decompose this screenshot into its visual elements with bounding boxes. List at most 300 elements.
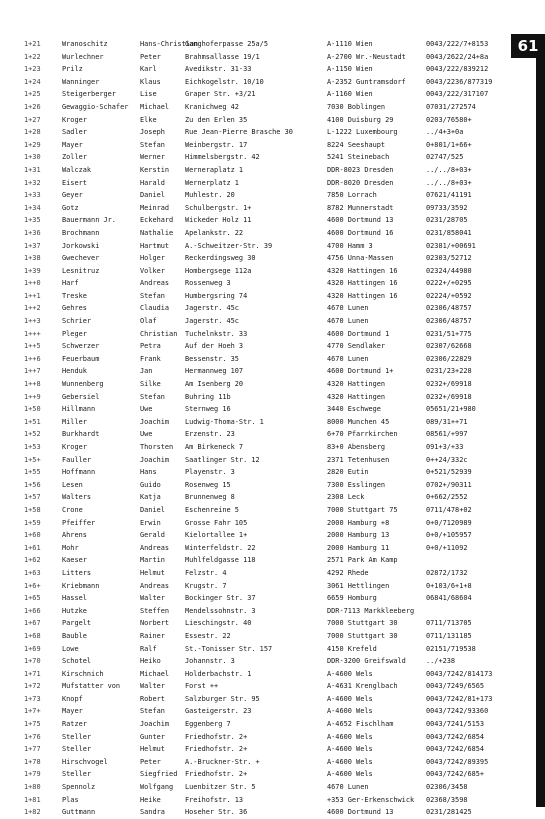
entry-number: 1+56	[24, 480, 41, 489]
street: Tuchelnkstr. 33	[185, 329, 248, 338]
street: Avedikstr. 31-33	[185, 65, 252, 74]
first-name: Joachim	[140, 720, 170, 729]
last-name: Pargelt	[62, 619, 92, 628]
page-number-tab: 61	[511, 34, 545, 58]
last-name: Crone	[62, 505, 83, 514]
entry-number: 1+36	[24, 228, 41, 237]
city: DDR-7113 Markkleeberg	[327, 606, 415, 615]
last-name: Litters	[62, 568, 92, 577]
first-name: Andreas	[140, 279, 170, 288]
entry-number: 1++9	[24, 392, 41, 401]
entry-number: 1+7+	[24, 707, 41, 716]
first-name: Nathalie	[140, 228, 174, 237]
list-item	[0, 617, 536, 630]
first-name: Lise	[140, 90, 157, 99]
street: Lieschingstr. 40	[185, 619, 252, 628]
city: A-1150 Wien	[327, 65, 373, 74]
last-name: Gewaggio-Schafer	[62, 102, 129, 111]
street: Eschenreine 5	[185, 505, 239, 514]
city: 7300 Esslingen	[327, 480, 386, 489]
first-name: Stefan	[140, 140, 165, 149]
list-item	[0, 114, 536, 127]
entry-number: 1+++	[24, 329, 41, 338]
last-name: Lowe	[62, 644, 79, 653]
street: Eichkogelstr. 10/10	[185, 77, 264, 86]
street: Erzenstr. 23	[185, 430, 235, 439]
phone: 0711/713705	[426, 619, 472, 628]
entry-number: 1++7	[24, 367, 41, 376]
phone: 0043/7242/89395	[426, 757, 489, 766]
city: A-4600 Wels	[327, 694, 373, 703]
entry-number: 1+52	[24, 430, 41, 439]
city: 7000 Stuttgart 30	[327, 619, 398, 628]
last-name: Miller	[62, 417, 87, 426]
city: A-2352 Guntramsdorf	[327, 77, 406, 86]
city: A-4652 Fischlham	[327, 720, 394, 729]
first-name: Michael	[140, 102, 170, 111]
list-item	[0, 315, 536, 328]
list-item	[0, 353, 536, 366]
phone: ../../8+03+	[426, 178, 472, 187]
first-name: Norbert	[140, 619, 170, 628]
city: 7000 Stuttgart 30	[327, 631, 398, 640]
street: Saatlinger Str. 12	[185, 455, 260, 464]
phone: 0043/222/7+8153	[426, 40, 489, 48]
last-name: Wanninger	[62, 77, 100, 86]
city: 4600 Dortmund 13	[327, 808, 394, 817]
first-name: Claudia	[140, 304, 170, 313]
street: A.-Schweitzer-Str. 39	[185, 241, 273, 250]
street: Friedhofstr. 2+	[185, 732, 248, 741]
city: A-4600 Wels	[327, 707, 373, 716]
entry-number: 1+23	[24, 65, 41, 74]
first-name: Siegfried	[140, 770, 178, 779]
list-item	[0, 554, 536, 567]
first-name: Werner	[140, 153, 165, 162]
phone: 0+103/6+1+8	[426, 581, 472, 590]
list-item	[0, 391, 536, 404]
first-name: Helmut	[140, 745, 165, 754]
street: Brahmsallasse 19/1	[185, 52, 260, 61]
street: Hermannweg 107	[185, 367, 244, 376]
entry-number: 1+80	[24, 783, 41, 792]
street: Muhlfeldgasse 118	[185, 556, 256, 565]
street: Am Birkeneck 7	[185, 443, 244, 451]
list-item	[0, 101, 536, 114]
phone: 0232+/69918	[426, 380, 472, 389]
first-name: Klaus	[140, 77, 161, 86]
first-name: Katja	[140, 493, 161, 502]
street: Brunnenweg 8	[185, 493, 235, 502]
city: 4670 Lunen	[327, 304, 369, 313]
entry-number: 1+82	[24, 808, 41, 817]
first-name: Hans	[140, 468, 157, 477]
list-item	[0, 567, 536, 580]
city: 7850 Lorrach	[327, 191, 377, 200]
entry-number: 1+35	[24, 216, 41, 225]
list-item	[0, 126, 536, 139]
city: 4600 Dortmund 1	[327, 329, 390, 338]
entry-number: 1+38	[24, 254, 41, 263]
list-item	[0, 265, 536, 278]
street: Rue Jean-Pierre Brasche 30	[185, 128, 293, 137]
last-name: Walczak	[62, 165, 92, 174]
street: Friedhofstr. 2+	[185, 770, 248, 779]
list-item	[0, 340, 536, 353]
city: A-4600 Wels	[327, 770, 373, 779]
last-name: Steller	[62, 732, 92, 741]
first-name: Michael	[140, 669, 170, 678]
entry-number: 1+55	[24, 468, 41, 477]
list-item	[0, 643, 536, 656]
entry-number: 1+66	[24, 606, 41, 615]
phone: 0231/51+775	[426, 329, 472, 338]
last-name: Zoller	[62, 153, 87, 162]
phone: 0222+/+0295	[426, 279, 472, 288]
last-name: Burkhardt	[62, 430, 100, 439]
list-item	[0, 177, 536, 190]
entry-number: 1+81	[24, 795, 41, 804]
street: Buhring 11b	[185, 392, 231, 401]
street: Ludwig-Thoma-Str. 1	[185, 417, 264, 426]
last-name: Guttmann	[62, 808, 96, 817]
entry-number: 1+76	[24, 732, 41, 741]
city: 4320 Hattingen	[327, 380, 386, 389]
street: Eggenberg 7	[185, 720, 231, 729]
entry-number: 1+63	[24, 568, 41, 577]
city: 4670 Lunen	[327, 317, 369, 326]
street: Essestr. 22	[185, 631, 231, 640]
street: Rossenweg 3	[185, 279, 231, 288]
city: 4292 Rhede	[327, 568, 369, 577]
list-item	[0, 365, 536, 378]
last-name: Hirschvogel	[62, 757, 108, 766]
city: 4320 Hattingen 16	[327, 291, 398, 300]
city: DDR-3200 Greifswald	[327, 657, 406, 666]
last-name: Mufstatter von	[62, 682, 121, 691]
last-name: Hillmann	[62, 405, 96, 414]
last-name: Hutzke	[62, 606, 87, 615]
list-item	[0, 630, 536, 643]
last-name: Jorkowski	[62, 241, 100, 250]
last-name: Fauller	[62, 455, 92, 464]
street: Kielortallee 1+	[185, 531, 248, 540]
city: 7000 Stuttgart 75	[327, 505, 398, 514]
last-name: Eisert	[62, 178, 87, 187]
city: A-4600 Wels	[327, 745, 373, 754]
entry-number: 1+32	[24, 178, 41, 187]
last-name: Steller	[62, 770, 92, 779]
phone: 0043/7241/5153	[426, 720, 485, 729]
entry-number: 1+71	[24, 669, 41, 678]
last-name: Plas	[62, 795, 79, 804]
phone: 0043/222/317107	[426, 90, 489, 99]
first-name: Stefan	[140, 392, 165, 401]
list-item	[0, 76, 536, 89]
list-item	[0, 768, 536, 781]
entry-number: 1+73	[24, 694, 41, 703]
street: Hoseher Str. 36	[185, 808, 248, 817]
first-name: Rainer	[140, 631, 165, 640]
list-item	[0, 517, 536, 530]
phone: 0043/7242/814173	[426, 669, 493, 678]
phone: 0043/2236/877319	[426, 77, 493, 86]
phone: 0+662/2552	[426, 493, 468, 502]
city: DDR-8023 Dresden	[327, 165, 394, 174]
entry-number: 1+62	[24, 556, 41, 565]
list-item	[0, 416, 536, 429]
phone: 02381/+00691	[426, 241, 476, 250]
phone: ../+238	[426, 657, 456, 666]
first-name: Guido	[140, 480, 161, 489]
entry-number: 1+33	[24, 191, 41, 200]
city: 3440 Eschwege	[327, 405, 381, 414]
city: 4756 Unna-Massen	[327, 254, 394, 263]
entry-number: 1+21	[24, 40, 41, 48]
phone: ../../8+03+	[426, 165, 472, 174]
entry-number: 1+59	[24, 518, 41, 527]
phone: 0043/7242/93360	[426, 707, 489, 716]
entry-number: 1++6	[24, 354, 41, 363]
street: Bockinger Str. 37	[185, 594, 256, 603]
city: +353 Ger-Erkenschwick	[327, 795, 415, 804]
entry-number: 1+6+	[24, 581, 41, 590]
phone: 0232+/69918	[426, 392, 472, 401]
first-name: Robert	[140, 694, 165, 703]
first-name: Silke	[140, 380, 161, 389]
first-name: Harald	[140, 178, 165, 187]
entry-number: 1+37	[24, 241, 41, 250]
last-name: Wurlechner	[62, 52, 104, 61]
last-name: Gotz	[62, 203, 79, 212]
first-name: Frank	[140, 354, 161, 363]
phone: 02224/+0592	[426, 291, 472, 300]
entry-number: 1+50	[24, 405, 41, 414]
entry-number: 1+65	[24, 594, 41, 603]
city: 8782 Munnerstadt	[327, 203, 394, 212]
phone: 0043/222/839212	[426, 65, 489, 74]
phone: 089/31++71	[426, 417, 468, 426]
last-name: Bauermann Jr.	[62, 216, 116, 225]
list-item	[0, 302, 536, 315]
phone: 0+0/+105957	[426, 531, 472, 540]
first-name: Kerstin	[140, 165, 170, 174]
city: 4320 Hattingen 16	[327, 266, 398, 275]
first-name: Elke	[140, 115, 157, 124]
entry-number: 1+25	[24, 90, 41, 99]
entry-number: 1++1	[24, 291, 41, 300]
first-name: Hartmut	[140, 241, 170, 250]
street: Ganghoferpasse 25a/5	[185, 40, 268, 48]
city: 4700 Hamm 3	[327, 241, 373, 250]
city: 2000 Hamburg +8	[327, 518, 390, 527]
first-name: Uwe	[140, 430, 153, 439]
last-name: Wranoschitz	[62, 40, 108, 48]
city: 2371 Tetenhusen	[327, 455, 390, 464]
list-item	[0, 51, 536, 64]
city: 8000 Munchen 45	[327, 417, 390, 426]
last-name: Henduk	[62, 367, 87, 376]
last-name: Ratzer	[62, 720, 87, 729]
street: Hombergsege 112a	[185, 266, 252, 275]
last-name: Kroger	[62, 115, 87, 124]
last-name: Schwerzer	[62, 342, 100, 351]
list-item	[0, 756, 536, 769]
entry-number: 1++3	[24, 317, 41, 326]
city: 2000 Hamburg 11	[327, 543, 390, 552]
city: 6659 Homburg	[327, 594, 377, 603]
last-name: Geyer	[62, 191, 83, 200]
list-item	[0, 189, 536, 202]
last-name: Hoffmann	[62, 468, 96, 477]
first-name: Sandra	[140, 808, 165, 817]
city: A-1160 Wien	[327, 90, 373, 99]
city: DDR-8020 Dresden	[327, 178, 394, 187]
first-name: Olaf	[140, 317, 157, 326]
phone: 0043/2622/24+8a	[426, 52, 489, 61]
list-item	[0, 743, 536, 756]
entry-number: 1+57	[24, 493, 41, 502]
city: 4670 Lunen	[327, 783, 369, 792]
city: 2000 Hamburg 13	[327, 531, 390, 540]
phone: 0++24/332c	[426, 455, 468, 464]
city: 5241 Steinebach	[327, 153, 390, 162]
list-item	[0, 63, 536, 76]
street: Wernerplatz 1	[185, 178, 239, 187]
phone: 0702+/90311	[426, 480, 472, 489]
phone: 02306/3458	[426, 783, 468, 792]
street: Himmelsbergstr. 42	[185, 153, 260, 162]
first-name: Gunter	[140, 732, 165, 741]
street: Graper Str. +3/21	[185, 90, 256, 99]
last-name: Feuerbaum	[62, 354, 100, 363]
last-name: Mayer	[62, 707, 83, 716]
first-name: Helmut	[140, 568, 165, 577]
phone: 06841/68604	[426, 594, 472, 603]
last-name: Pfeiffer	[62, 518, 96, 527]
first-name: Eckehard	[140, 216, 174, 225]
list-item	[0, 277, 536, 290]
list-item	[0, 781, 536, 794]
first-name: Martin	[140, 556, 165, 565]
entry-number: 1++0	[24, 279, 41, 288]
list-item	[0, 479, 536, 492]
street: Humbergsring 74	[185, 291, 248, 300]
entry-number: 1+27	[24, 115, 41, 124]
city: 4600 Dortmund 13	[327, 216, 394, 225]
first-name: Karl	[140, 65, 157, 74]
list-item	[0, 252, 536, 265]
street: Muhlestr. 20	[185, 191, 235, 200]
entry-number: 1+30	[24, 153, 41, 162]
entry-number: 1+39	[24, 266, 41, 275]
first-name: Daniel	[140, 505, 165, 514]
first-name: Stefan	[140, 291, 165, 300]
last-name: Lesen	[62, 480, 83, 489]
street: Weinbergstr. 17	[185, 140, 248, 149]
last-name: Schrier	[62, 317, 92, 326]
last-name: Walters	[62, 493, 92, 502]
street: Freihofstr. 13	[185, 795, 244, 804]
list-item	[0, 454, 536, 467]
first-name: Joachim	[140, 417, 170, 426]
page-edge-bar	[536, 58, 545, 807]
entry-number: 1+5+	[24, 455, 41, 464]
phone: 0+521/52939	[426, 468, 472, 477]
entry-number: 1+22	[24, 52, 41, 61]
member-list	[0, 38, 536, 819]
entry-number: 1+58	[24, 505, 41, 514]
phone: 0203/76580+	[426, 115, 472, 124]
phone: 0043/7242/81+173	[426, 694, 493, 703]
city: 4100 Duisburg 29	[327, 115, 394, 124]
first-name: Erwin	[140, 518, 161, 527]
entry-number: 1+79	[24, 770, 41, 779]
entry-number: 1+67	[24, 619, 41, 628]
street: Salzburger Str. 95	[185, 694, 260, 703]
street: Bessenstr. 35	[185, 354, 239, 363]
city: 6+70 Pfarrkirchen	[327, 430, 398, 439]
list-item	[0, 38, 536, 51]
city: 3061 Hettlingen	[327, 581, 390, 590]
city: 4600 Dortmund 16	[327, 228, 394, 237]
street: Grosse Fahr 105	[185, 518, 248, 527]
list-item	[0, 328, 536, 341]
phone: 02306/22829	[426, 354, 472, 363]
list-item	[0, 529, 536, 542]
list-item	[0, 668, 536, 681]
entry-number: 1+72	[24, 682, 41, 691]
street: Winterfeldstr. 22	[185, 543, 256, 552]
street: Auf der Hoeh 3	[185, 342, 244, 351]
entry-number: 1+28	[24, 128, 41, 137]
phone: 02306/48757	[426, 317, 472, 326]
entry-number: 1+69	[24, 644, 41, 653]
list-item	[0, 466, 536, 479]
phone: 02872/1732	[426, 568, 468, 577]
street: Schulbergstr. 1+	[185, 203, 252, 212]
phone: 07031/272574	[426, 102, 476, 111]
first-name: Jan	[140, 367, 153, 376]
list-item	[0, 428, 536, 441]
last-name: Kriebmann	[62, 581, 100, 590]
street: Playenstr. 3	[185, 468, 235, 477]
list-item	[0, 139, 536, 152]
last-name: Spennolz	[62, 783, 96, 792]
street: Reckerdingsweg 30	[185, 254, 256, 263]
phone: 0043/7249/6565	[426, 682, 485, 691]
list-item	[0, 214, 536, 227]
phone: 02324/44980	[426, 266, 472, 275]
street: St.-Tonisser Str. 157	[185, 644, 273, 653]
phone: 07621/41191	[426, 191, 472, 200]
list-item	[0, 164, 536, 177]
list-item	[0, 731, 536, 744]
street: Jagerstr. 45c	[185, 304, 239, 313]
phone: 0+801/1+66+	[426, 140, 472, 149]
list-item	[0, 378, 536, 391]
list-item	[0, 88, 536, 101]
phone: 02303/52712	[426, 254, 472, 263]
entry-number: 1+78	[24, 757, 41, 766]
phone: 0231/858041	[426, 228, 472, 237]
list-item	[0, 680, 536, 693]
city: 83+0 Abensberg	[327, 443, 386, 451]
phone: 0231/281425	[426, 808, 472, 817]
first-name: Joachim	[140, 455, 170, 464]
list-item	[0, 806, 536, 819]
street: Am Isenberg 20	[185, 380, 244, 389]
